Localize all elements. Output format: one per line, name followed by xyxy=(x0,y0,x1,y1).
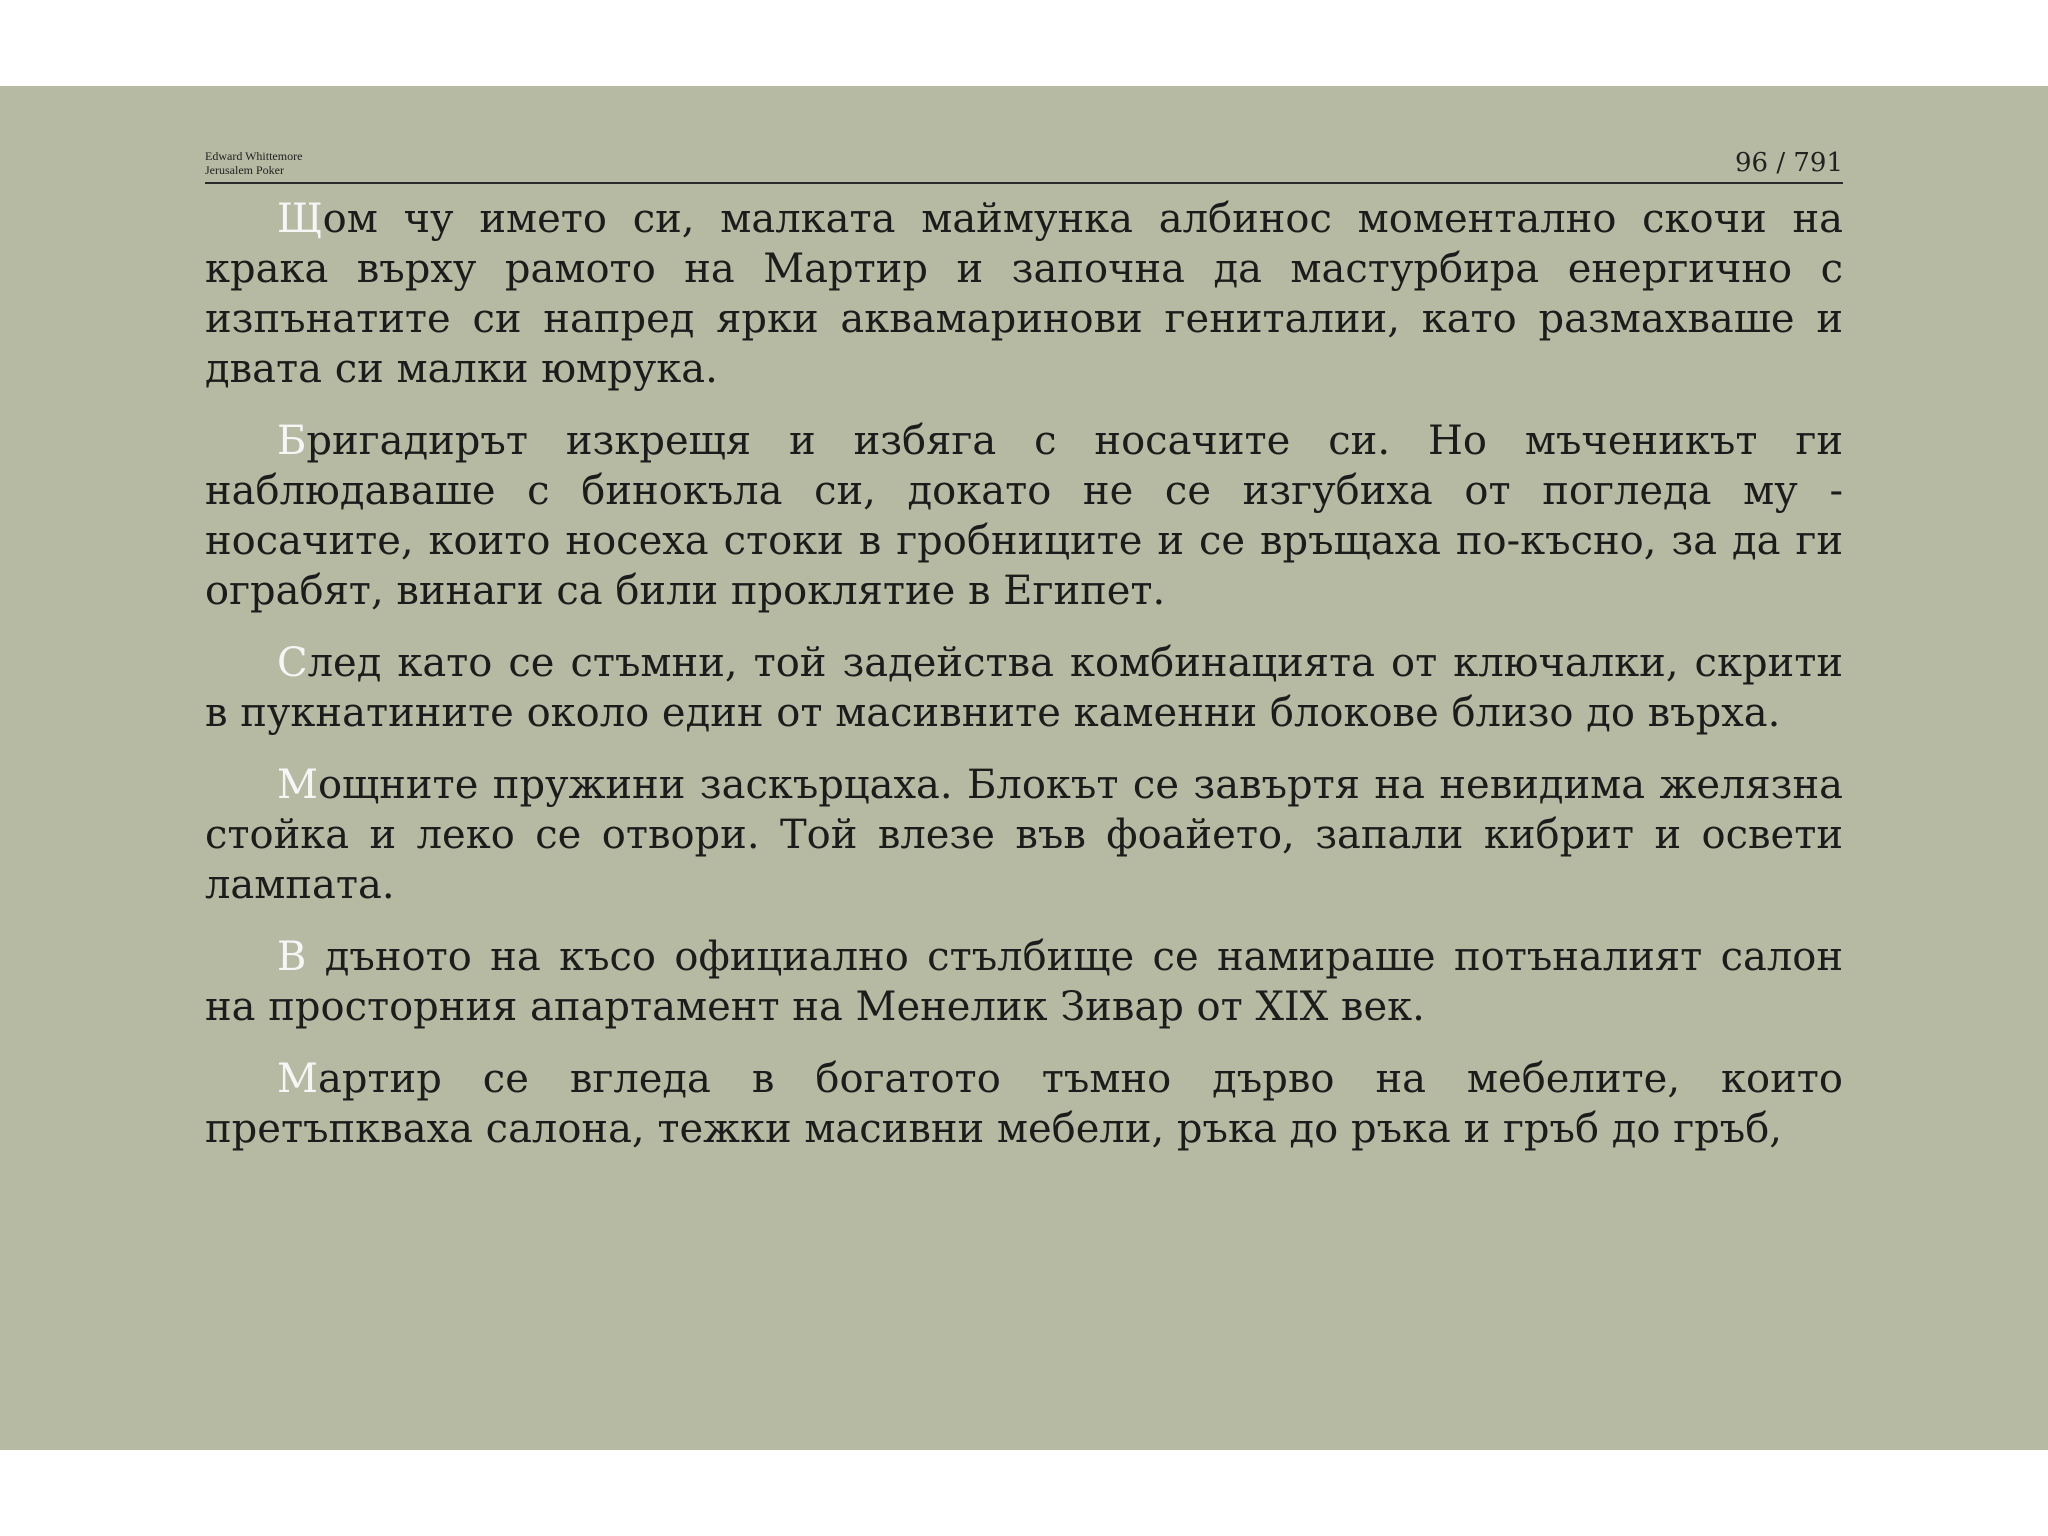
paragraph-text: ригадирът изкрещя и избяга с носачите си. Но мъченикът ги наблюдаваше с бинокъла си, докато не се изгубиха от погледа му - носачите, които носеха стоки в гробниците и се връщаха по-късно, за да ги ограбят, винаги са били проклятие в Египет. xyxy=(205,418,1843,614)
page-header xyxy=(205,132,1843,184)
header-book-title: Jerusalem Poker xyxy=(205,163,284,177)
header-book-info xyxy=(205,149,302,177)
paragraph-initial: Щ xyxy=(277,196,323,242)
paragraph xyxy=(205,760,1843,910)
paragraph-initial: Б xyxy=(277,418,307,464)
paragraph xyxy=(205,1054,1843,1154)
paragraph-initial: М xyxy=(277,762,318,808)
paragraph xyxy=(205,416,1843,616)
paragraph-text: артир се вгледа в богатото тъмно дърво на мебелите, които претъпкваха салона, тежки масивни мебели, ръка до ръка и гръб до гръб, xyxy=(205,1056,1843,1152)
paragraph-initial: В xyxy=(277,934,307,980)
paragraph xyxy=(205,638,1843,738)
paragraph-initial: М xyxy=(277,1056,318,1102)
paragraph-text: дъното на късо официално стълбище се намираше потъналият салон на просторния апартамент на Менелик Зивар от XIX век. xyxy=(205,934,1843,1030)
paragraph-text: ощните пружини заскърцаха. Блокът се завъртя на невидима желязна стойка и леко се отвори. Той влезе във фоайето, запали кибрит и освети лампата. xyxy=(205,762,1843,908)
header-author: Edward Whittemore xyxy=(205,149,303,163)
paragraph-text: лед като се стъмни, той задейства комбинацията от ключалки, скрити в пукнатините около един от масивните каменни блокове близо до върха. xyxy=(205,640,1843,736)
paragraph xyxy=(205,932,1843,1032)
page-indicator: 96 / 791 xyxy=(1735,148,1843,178)
reading-text xyxy=(205,194,1843,1176)
paragraph-initial: С xyxy=(277,640,308,686)
paragraph xyxy=(205,194,1843,394)
paragraph-text: ом чу името си, малката маймунка албинос моментално скочи на крака върху рамото на Мартир и започна да мастурбира енергично с изпънатите си напред ярки аквамаринови гениталии, като размахваше и двата си малки юмрука. xyxy=(205,196,1843,392)
